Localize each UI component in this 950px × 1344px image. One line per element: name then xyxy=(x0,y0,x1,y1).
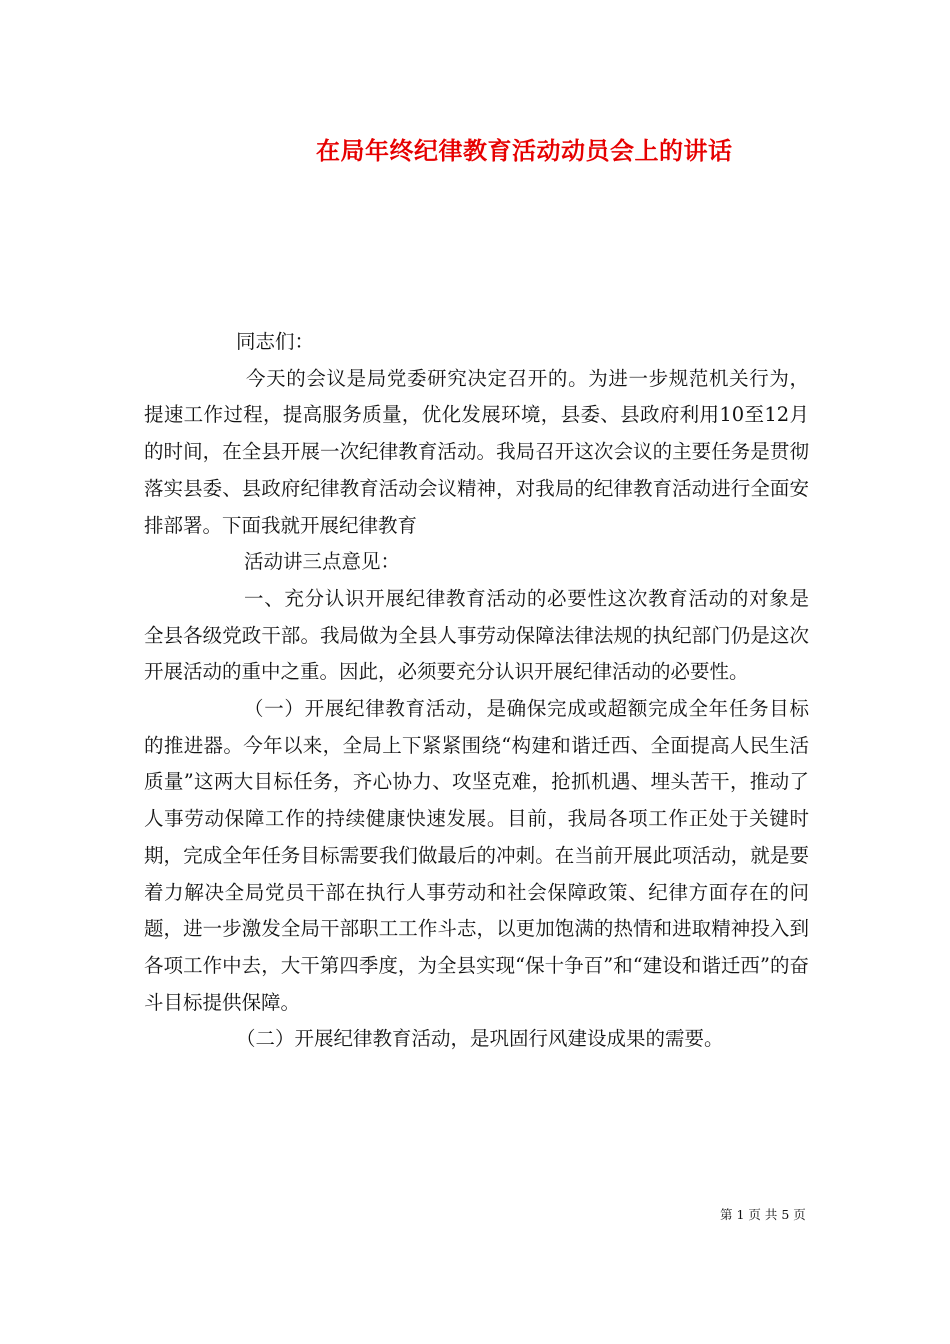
paragraph-2: 活动讲三点意见： xyxy=(244,550,401,574)
page-number-footer: 第 1 页 共 5 页 xyxy=(720,1207,806,1222)
paragraph-4: （一）开展纪律教育活动，是确保完成或超额完成全年任务目标的推进器。今年以来，全局上下紧紧围绕“构建和谐迁西、全面提高人民生活质量”这两大目标任务，齐心协力、攻坚克难，抢抓机遇、埋头苦干，推动了人事劳动保障工作的持续健康快速发展。目前，我局各项工作正处于关键时期，完成全年任务目标需要我们做最后的冲刺。在当前开展此项活动，就是要着力解决全局党员干部在执行人事劳动和社会保障政策、纪律方面存在的问题，进一步激发全局干部职工工作斗志，以更加饱满的热情和进取精神投入到各项工作中去，大干第四季度，为全县实现“保十争百”和“建设和谐迁西”的奋斗目标提供保障。 xyxy=(144,697,809,1014)
document-title: 在局年终纪律教育活动动员会上的讲话 xyxy=(316,136,733,165)
paragraph-1: 今天的会议是局党委研究决定召开的。为进一步规范机关行为，提速工作过程，提高服务质量，优化发展环境，县委、县政府利用10至12月的时间，在全县开展一次纪律教育活动。我局召开这次会议的主要任务是贯彻落实县委、县政府纪律教育活动会议精神，对我局的纪律教育活动进行全面安排部署。下面我就开展纪律教育 xyxy=(144,366,809,537)
document-body xyxy=(144,324,809,1058)
paragraph-5: （二）开展纪律教育活动，是巩固行风建设成果的需要。 xyxy=(236,1027,724,1051)
greeting: 同志们： xyxy=(236,330,315,353)
paragraph-3: 一、充分认识开展纪律教育活动的必要性这次教育活动的对象是全县各级党政干部。我局做为全县人事劳动保障法律法规的执纪部门仍是这次开展活动的重中之重。因此，必须要充分认识开展纪律活动的必要性。 xyxy=(144,586,809,684)
